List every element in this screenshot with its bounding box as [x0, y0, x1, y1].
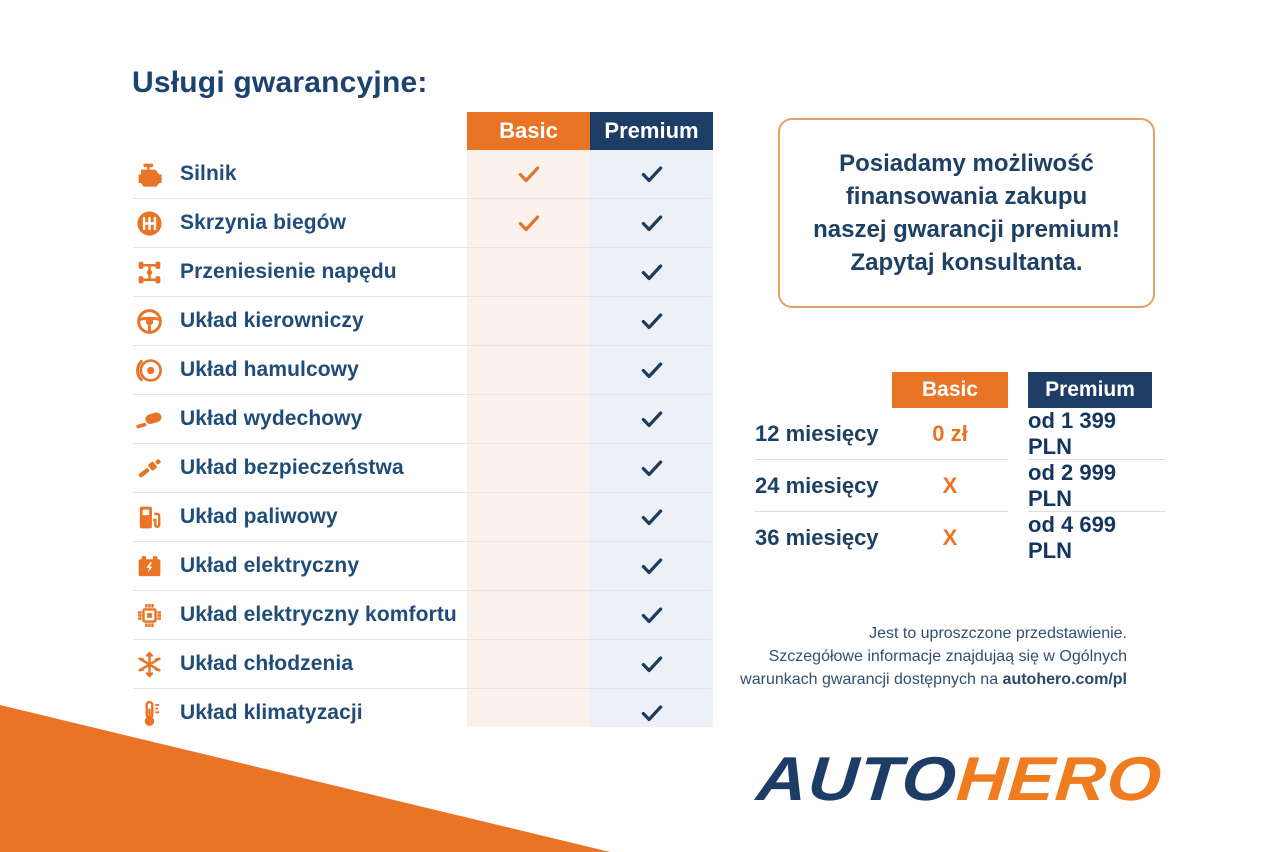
basic-check-cell: [467, 395, 590, 443]
table-row: [133, 394, 710, 443]
financing-text-line: naszej gwarancji premium!: [813, 216, 1120, 243]
pricing-row: [745, 512, 1165, 564]
pricing-premium-value: od 4 699 PLN: [1028, 512, 1117, 563]
service-label: Układ bezpieczeństwa: [180, 456, 404, 479]
service-label: Układ paliwowy: [180, 505, 338, 528]
drivetrain-icon: [135, 258, 164, 287]
basic-check-cell: [467, 493, 590, 541]
seatbelt-icon: [135, 454, 164, 483]
basic-check-cell: [467, 150, 590, 198]
table-row: [133, 150, 710, 198]
premium-check-cell: [590, 248, 713, 296]
premium-check-cell: [590, 199, 713, 247]
logo-auto-text: AUTO: [754, 745, 960, 814]
pricing-period: 12 miesięcy: [755, 408, 892, 460]
brake-icon: [135, 356, 164, 385]
engine-icon: [135, 160, 164, 189]
service-label: Układ klimatyzacji: [180, 701, 363, 724]
service-label: Układ hamulcowy: [180, 358, 359, 381]
pricing-column-header-basic: Basic: [892, 372, 1008, 408]
pricing-basic-value: X: [892, 460, 1008, 512]
disclaimer-line: [600, 668, 1127, 691]
premium-check-cell: [590, 297, 713, 345]
snowflake-icon: [135, 650, 164, 679]
autohero-logo: [754, 744, 1165, 815]
fuel-pump-icon: [135, 503, 164, 532]
service-label: Przeniesienie napędu: [180, 260, 397, 283]
autohero-link[interactable]: autohero.com/pl: [1002, 671, 1127, 688]
service-label: Układ wydechowy: [180, 407, 363, 430]
services-column-header-basic: Basic: [467, 112, 590, 150]
services-column-header-premium: Premium: [590, 112, 713, 150]
pricing-premium-value: od 1 399 PLN: [1028, 408, 1165, 460]
service-label: Silnik: [180, 162, 237, 185]
basic-check-cell: [467, 199, 590, 247]
battery-icon: [135, 552, 164, 581]
financing-callout-box: [778, 118, 1155, 308]
exhaust-icon: [135, 405, 164, 434]
disclaimer-text: [600, 622, 1127, 691]
table-row: [133, 296, 710, 345]
pricing-period: 36 miesięcy: [755, 525, 879, 550]
table-row: [133, 247, 710, 296]
basic-check-cell: [467, 640, 590, 688]
chip-icon: [135, 601, 164, 630]
financing-text-line: Zapytaj konsultanta.: [850, 249, 1083, 276]
premium-check-cell: [590, 444, 713, 492]
pricing-basic-value: X: [942, 525, 958, 550]
pricing-basic-value: 0 zł: [892, 408, 1008, 460]
page-title: Usługi gwarancyjne:: [132, 66, 428, 99]
premium-check-cell: [590, 395, 713, 443]
table-row: [133, 198, 710, 247]
basic-check-cell: [467, 297, 590, 345]
table-row: [133, 345, 710, 394]
service-label: Układ kierowniczy: [180, 309, 364, 332]
premium-check-cell: [590, 493, 713, 541]
pricing-column-header-premium: Premium: [1028, 372, 1152, 408]
logo-hero-text: HERO: [954, 745, 1165, 814]
service-label: Skrzynia biegów: [180, 211, 347, 234]
premium-check-cell: [590, 542, 713, 590]
pricing-row: [745, 408, 1165, 460]
corner-triangle-decoration: [0, 704, 610, 852]
table-row: [133, 541, 710, 590]
service-label: Układ elektryczny komfortu: [180, 603, 457, 626]
service-label: Układ chłodzenia: [180, 652, 354, 675]
pricing-period: 24 miesięcy: [755, 460, 892, 512]
steering-wheel-icon: [135, 307, 164, 336]
table-row: [133, 443, 710, 492]
basic-check-cell: [467, 591, 590, 639]
disclaimer-line: Jest to uproszczone przedstawienie.: [869, 625, 1127, 642]
service-label: Układ elektryczny: [180, 554, 360, 577]
financing-text-line: finansowania zakupu: [845, 183, 1088, 210]
pricing-rows: [745, 408, 1165, 564]
financing-text-line: Posiadamy możliwość: [839, 150, 1094, 177]
basic-check-cell: [467, 346, 590, 394]
gearbox-icon: [135, 209, 164, 238]
disclaimer-line-prefix: warunkach gwarancji dostępnych na: [740, 671, 1003, 688]
premium-check-cell: [590, 150, 713, 198]
disclaimer-line: Szczegółowe informacje znajdujaą się w Ogólnych: [768, 648, 1127, 665]
basic-check-cell: [467, 542, 590, 590]
pricing-premium-value: od 2 999 PLN: [1028, 460, 1165, 512]
pricing-row: [745, 460, 1165, 512]
premium-check-cell: [590, 346, 713, 394]
basic-check-cell: [467, 444, 590, 492]
basic-check-cell: [467, 248, 590, 296]
table-row: [133, 492, 710, 541]
